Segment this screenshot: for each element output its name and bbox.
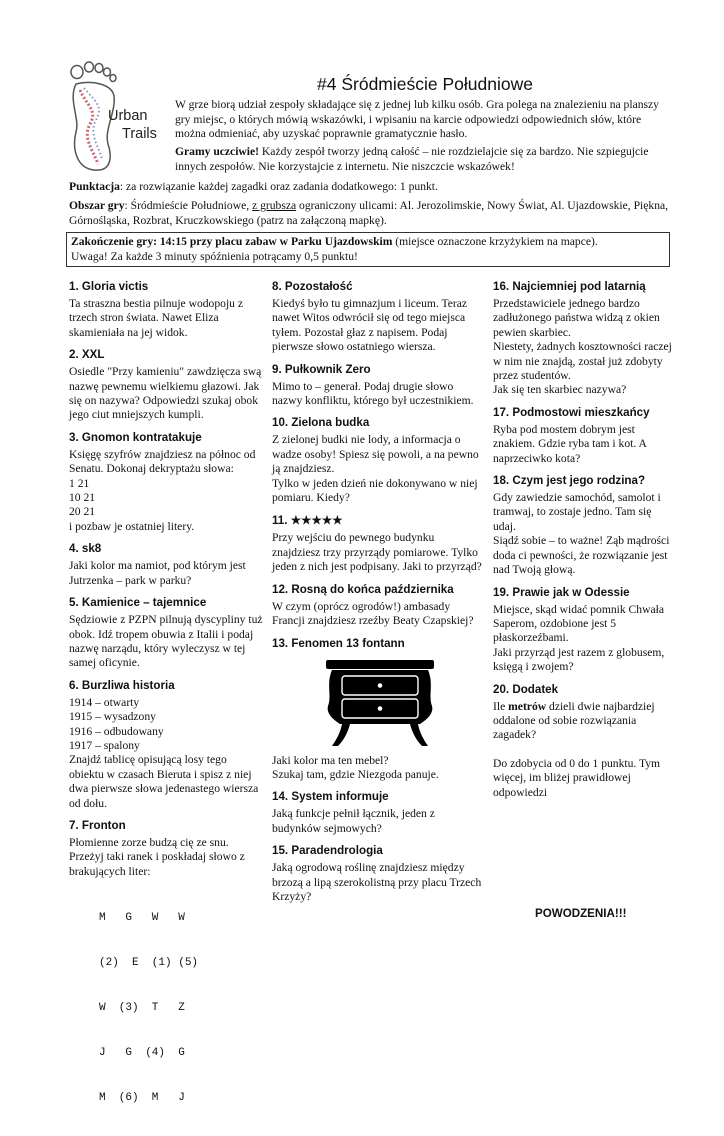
question-4	[69, 542, 264, 588]
question-title: 20. Dodatek	[493, 682, 559, 696]
column-1	[69, 280, 264, 1136]
fair-play-rest: Każdy zespół tworzy jedną całość – nie rozdzielajcie się za bardzo. Nie szpiegujcie innych zespołów. Nie korzystajcie z internetu. Nie niszczcie wskazówek!	[175, 145, 649, 173]
question-15	[272, 844, 482, 904]
fair-play-bold: Gramy uczciwie!	[175, 145, 260, 158]
question-title: 13. Fenomen 13 fontann	[272, 636, 405, 650]
intro-text	[175, 98, 667, 142]
question-title: 1. Gloria victis	[69, 280, 149, 293]
question-body: Ta straszna bestia pilnuje wodopoju z trzech stron świata. Nawet Eliza skamieniała na jej widok.	[69, 297, 244, 339]
question-title: 9. Pułkownik Zero	[272, 362, 371, 376]
logo-line1: Urban	[108, 108, 148, 124]
question-body: W czym (oprócz ogrodów!) ambasady Francji znajdziesz rzeźby Beaty Czapskiej?	[272, 599, 474, 628]
question-body	[493, 700, 675, 743]
question-13	[272, 637, 482, 783]
question-10	[272, 416, 482, 505]
closing-text: POWODZENIA!!!	[535, 907, 627, 920]
question-body: Sędziowie z PZPN pilnują dyscypliny tuż obok. Idź tropem obuwia z Italii i podaj nazwę narządu, który wyleczysz w tej samej oficynie.	[69, 613, 263, 670]
page-title: #4 Śródmieście Południowe	[317, 74, 533, 94]
area-text-1: : Śródmieście Południowe,	[124, 199, 253, 212]
question-8	[272, 280, 482, 355]
area-text-2: ograniczony ulicami: Al. Jerozolimskie, Nowy Świat, Al. Ujazdowskie, Piękna, Górnośląska, Rozbrat, Kruczkowskiego (patrz na załączoną mapkę).	[69, 199, 669, 227]
question-title: 3. Gnomon kontratakuje	[69, 430, 202, 444]
question-19	[493, 586, 675, 675]
question-body: Kiedyś było tu gimnazjum i liceum. Teraz nawet Witos odwrócił się od tego miejsca tyłem. Pozostał głaz z napisem. Podaj pierwsze słowo ostatniego wiersza.	[272, 297, 468, 354]
ending-bold: Zakończenie gry: 14:15 przy placu zabaw w Parku Ujazdowskim	[71, 235, 393, 248]
question-7	[69, 819, 264, 1136]
question-6	[69, 679, 264, 811]
question-17	[493, 406, 675, 466]
ending-box	[66, 232, 670, 267]
question-body: Miejsce, skąd widać pomnik Chwała Saperom, ozdobione jest 5 płaskorzeźbami. Jaki przyrząd jest razem z globusem, księgą i zwojem?	[493, 602, 665, 674]
intro-paragraph: W grze biorą udział zespoły składające się z jednej lub kilku osób. Gra polega na znalezieniu na planszy gry miejsc, o których mówią wskazówki, i wpisaniu na karcie odpowiedzi odpowiednich słów, które można odmieniać, aby uzyskać poprawnie gramatycznie hasło.	[175, 98, 659, 141]
scoring-text	[69, 180, 669, 195]
area-underlined: z grubsza	[252, 199, 297, 212]
area-text	[69, 199, 672, 228]
question-title: 7. Fronton	[69, 818, 126, 832]
question-title: 5. Kamienice – tajemnice	[69, 596, 207, 610]
question-body: Jaki kolor ma ten mebel? Szukaj tam, gdzie Niezgoda panuje.	[272, 753, 439, 781]
question-title: 2. XXL	[69, 348, 105, 362]
question-11	[272, 513, 482, 574]
question-title: 19. Prawie jak w Odessie	[493, 585, 630, 599]
grid-row: M (6) M J	[99, 1092, 185, 1105]
question-2	[69, 348, 264, 423]
question-body: Płomienne zorze budzą cię ze snu. Przeżyj taki ranek i poskładaj słowo z brakujących liter:	[69, 835, 245, 878]
question-3	[69, 431, 264, 534]
question-body: Jaką funkcje pełnił łącznik, jeden z budynków sejmowych?	[272, 807, 435, 835]
question-14	[272, 790, 482, 836]
scoring-label: Punktacja	[69, 180, 120, 193]
q20-extra: Do zdobycia od 0 do 1 punktu. Tym więcej, im bliżej prawidłowej odpowiedzi	[493, 756, 661, 799]
question-body: Jaką ogrodową roślinę znajdziesz między brzozą a lipą szerokolistną przy placu Trzech Krzyży?	[272, 861, 482, 903]
question-body: Księgę szyfrów znajdziesz na północ od Senatu. Dokonaj dekryptażu słowa: 1 21 10 21 20 21 i pozbaw je ostatniej litery.	[69, 447, 256, 533]
ending-rest: (miejsce oznaczone krzyżykiem na mapce).	[392, 235, 598, 248]
question-title: 12. Rosną do końca października	[272, 582, 454, 596]
question-body: Przedstawiciele jednego bardzo zadłużonego państwa widzą z okien pewien skarbiec. Niestety, żadnych kosztowności raczej w nim nie znajdą, został już zdobyty przez studentów. Jak się ten skarbiec nazywa?	[493, 297, 672, 397]
question-5	[69, 596, 264, 671]
dresser-icon	[324, 654, 436, 750]
column-2	[272, 280, 482, 912]
question-body: Przy wejściu do pewnego budynku znajdziesz trzy przyrządy pomiarowe. Tylko jeden z nich jest podpisany. Jaki to przyrząd?	[272, 531, 482, 574]
question-body: Jaki kolor ma namiot, pod którym jest Jutrzenka – park w parku?	[69, 559, 246, 587]
scoring-value: : za rozwiązanie każdej zagadki oraz zadania dodatkowego: 1 punkt.	[119, 180, 438, 193]
grid-row: (2) E (1) (5)	[99, 957, 199, 970]
question-title: 16. Najciemniej pod latarnią	[493, 280, 646, 293]
question-title: 4. sk8	[69, 542, 102, 556]
logo-line2: Trails	[122, 126, 157, 142]
question-body: Z zielonej budki nie lody, a informacja o wadze osoby! Spiesz się powoli, a na pewno ją znajdziesz. Tylko w jeden dzień nie dokonywano w niej pomiaru. Kiedy?	[272, 433, 479, 505]
q20-post: dzieli dwie najbardziej oddalone od sobie rozwiązania zagadek?	[493, 699, 655, 742]
logo	[64, 60, 164, 175]
question-18	[493, 474, 675, 577]
question-1	[69, 280, 264, 340]
grid-row: M G W W	[99, 912, 185, 925]
question-body: Osiedle "Przy kamieniu" zawdzięcza swą nazwę pewnemu wielkiemu głazowi. Jak się on nazywa? Odpowiedzi szukaj obok jego ciut mniejszych kumpli.	[69, 365, 262, 422]
question-12	[272, 583, 482, 629]
question-body: Ryba pod mostem dobrym jest znakiem. Gdzie ryba tam i kot. A naprzeciwko kota?	[493, 422, 647, 465]
grid-row: W (3) T Z	[99, 1002, 185, 1015]
area-label: Obszar gry	[69, 199, 125, 212]
fair-play-text	[175, 145, 667, 174]
fronton-letter-grid	[99, 881, 264, 1136]
question-title: 17. Podmostowi mieszkańcy	[493, 405, 650, 419]
question-title: 14. System informuje	[272, 790, 389, 804]
question-16	[493, 280, 675, 398]
question-title: 11. ★★★★★	[272, 514, 343, 528]
question-body: 1914 – otwarty 1915 – wysadzony 1916 – odbudowany 1917 – spalony Znajdź tablicę opisującą losy tego obiektu w czasach Bieruta i spisz z niej dwa pierwsze słowa jedenastego wiersza od dołu.	[69, 695, 259, 810]
dresser-image	[272, 654, 482, 754]
ending-line-2: Uwaga! Za każde 3 minuty spóźnienia potrącamy 0,5 punktu!	[71, 249, 358, 263]
question-body: Gdy zawiedzie samochód, samolot i tramwaj, to zostaje jedno. Tam się udaj. Siądź sobie – to ważne! Ząb mądrości doda ci pewności, że rozwiązanie jest nad Twoją głową.	[493, 491, 670, 577]
question-body: Mimo to – generał. Podaj drugie słowo nazwy konfliktu, którego był uczestnikiem.	[272, 379, 474, 408]
question-title: 18. Czym jest jego rodzina?	[493, 474, 646, 488]
question-20	[493, 683, 675, 800]
question-title: 8. Pozostałość	[272, 280, 353, 293]
q20-bold: metrów	[508, 699, 547, 713]
question-title: 10. Zielona budka	[272, 416, 370, 430]
grid-row: J G (4) G	[99, 1047, 185, 1060]
column-3	[493, 280, 675, 808]
ending-line-1	[71, 235, 665, 250]
question-title: 15. Paradendrologia	[272, 844, 383, 858]
question-title: 6. Burzliwa historia	[69, 678, 175, 692]
q20-pre: Ile	[493, 699, 509, 713]
question-9	[272, 363, 482, 409]
